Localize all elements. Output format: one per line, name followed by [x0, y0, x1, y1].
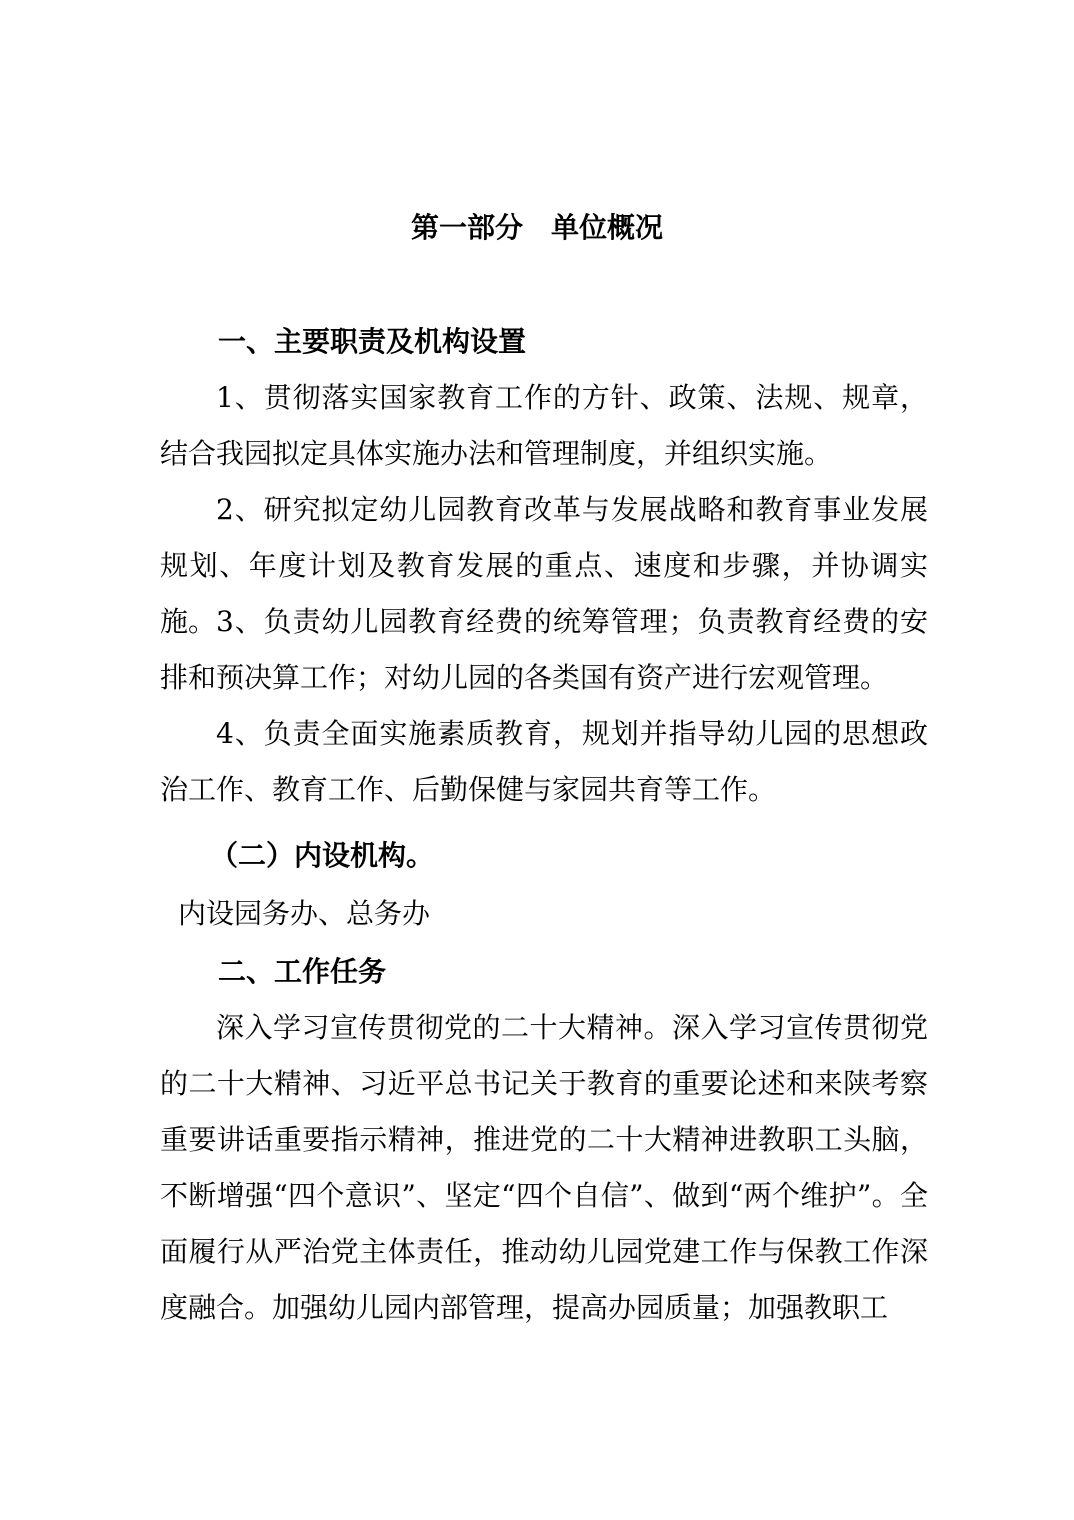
page-title: 第一部分 单位概况	[410, 211, 663, 244]
internal-organs-text: 内设园务办、总务办	[178, 897, 431, 930]
subsection-heading-internal-organs: （二）内设机构。	[210, 839, 435, 872]
paragraph-item-1: 1、贯彻落实国家教育工作的方针、政策、法规、规章，结合我园拟定具体实施办法和管理制度，并组织实施。	[160, 381, 928, 470]
paragraph-item-4: 4、负责全面实施素质教育，规划并指导幼儿园的思想政治工作、教育工作、后勤保健与家园共育等工作。	[160, 717, 928, 806]
paragraph-item-3: 3、负责幼儿园教育经费的统筹管理；负责教育经费的安排和预决算工作；对幼儿园的各类国有资产进行宏观管理。	[160, 605, 928, 694]
section-heading-responsibilities: 一、主要职责及机构设置	[218, 325, 527, 358]
paragraph-work-tasks: 深入学习宣传贯彻党的二十大精神。深入学习宣传贯彻党的二十大精神、习近平总书记关于教育的重要论述和来陕考察重要讲话重要指示精神，推进党的二十大精神进教职工头脑，不断增强“四个意识”、坚定“四个自信”、做到“两个维护”。全面履行从严治党主体责任，推动幼儿园党建工作与保教工作深度融合。加强幼儿园内部管理，提高办园质量；加强教职工	[160, 1011, 928, 1324]
paragraph-item-2: 2、研究拟定幼儿园教育改革与发展战略和教育事业发展规划、年度计划及教育发展的重点、速度和步骤，并协调实施。	[160, 493, 928, 638]
section-heading-work-tasks: 二、工作任务	[218, 955, 387, 988]
